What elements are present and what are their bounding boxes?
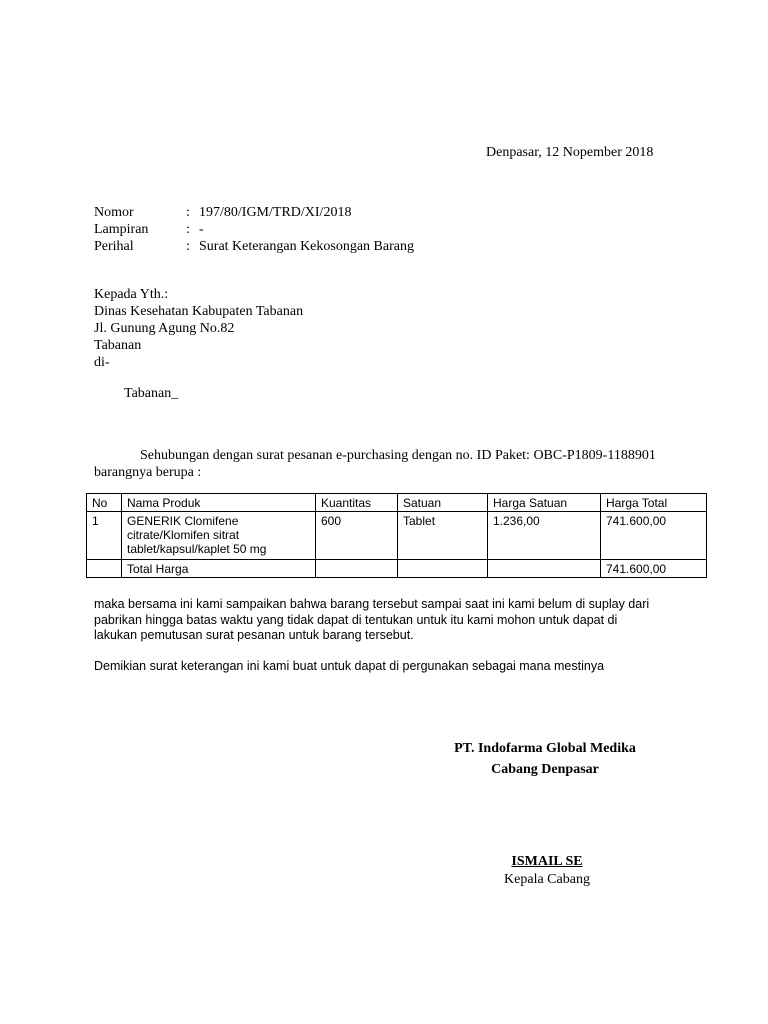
meta-value-nomor: 197/80/IGM/TRD/XI/2018 <box>199 205 352 220</box>
table-cell-unit-price: 1.236,00 <box>488 512 601 560</box>
table-cell-empty <box>316 560 398 578</box>
table-cell-empty <box>488 560 601 578</box>
product-line: citrate/Klomifen sitrat <box>127 528 240 542</box>
meta-value-perihal: Surat Keterangan Kekosongan Barang <box>199 239 414 254</box>
table-cell-qty: 600 <box>316 512 398 560</box>
body-paragraph <box>94 597 694 644</box>
meta-colon: : <box>186 205 190 220</box>
table-header-cell: Nama Produk <box>122 494 316 512</box>
meta-label-nomor: Nomor <box>94 205 134 220</box>
product-line: GENERIK Clomifene <box>127 514 239 528</box>
table-cell-total: 741.600,00 <box>601 512 707 560</box>
table-row <box>87 512 707 560</box>
meta-label-perihal: Perihal <box>94 239 134 254</box>
table-header-cell: Kuantitas <box>316 494 398 512</box>
body-line: maka bersama ini kami sampaikan bahwa barang tersebut sampai saat ini kami belum di suplay dari <box>94 597 650 611</box>
meta-colon: : <box>186 222 190 237</box>
closing-paragraph: Demikian surat keterangan ini kami buat untuk dapat di pergunakan sebagai mana mestinya <box>94 659 605 673</box>
signature-person-block <box>420 853 674 889</box>
intro-paragraph <box>94 447 674 481</box>
signature-branch: Cabang Denpasar <box>491 762 599 777</box>
table-cell-empty <box>87 560 122 578</box>
recipient-line: Jl. Gunung Agung No.82 <box>94 321 235 336</box>
letter-date: Denpasar, 12 Nopember 2018 <box>486 145 654 160</box>
signature-company-block <box>420 738 670 780</box>
meta-label-lampiran: Lampiran <box>94 222 149 237</box>
recipient-line: di- <box>94 355 110 370</box>
body-line: pabrikan hingga batas waktu yang tidak dapat di tentukan untuk itu kami mohon untuk dapat di <box>94 612 618 627</box>
table-header-cell: Harga Total <box>601 494 707 512</box>
signature-position: Kepala Cabang <box>504 872 590 887</box>
table-header-cell: Satuan <box>398 494 488 512</box>
recipient-address <box>94 286 303 371</box>
recipient-line: Tabanan <box>94 338 142 353</box>
meta-value-lampiran: - <box>199 222 204 237</box>
recipient-city: Tabanan_ <box>124 386 179 401</box>
table-cell-empty <box>398 560 488 578</box>
intro-line: barangnya berupa : <box>94 465 202 480</box>
table-total-value: 741.600,00 <box>601 560 707 578</box>
table-cell-product <box>122 512 316 560</box>
table-header-row <box>87 494 707 512</box>
intro-line: Sehubungan dengan surat pesanan e-purchasing dengan no. ID Paket: OBC-P1809-1188901 <box>140 448 656 463</box>
table-header-cell: No <box>87 494 122 512</box>
table-total-label: Total Harga <box>122 560 316 578</box>
table-cell-unit: Tablet <box>398 512 488 560</box>
signature-company: PT. Indofarma Global Medika <box>454 741 636 756</box>
signature-name: ISMAIL SE <box>511 854 583 869</box>
meta-colon: : <box>186 239 190 254</box>
table-cell-no: 1 <box>87 512 122 560</box>
table-total-row <box>87 560 707 578</box>
body-line: lakukan pemutusan surat pesanan untuk barang tersebut. <box>94 628 414 642</box>
product-line: tablet/kapsul/kaplet 50 mg <box>127 542 267 556</box>
items-table <box>86 493 707 578</box>
table-header-cell: Harga Satuan <box>488 494 601 512</box>
recipient-greeting: Kepada Yth.: <box>94 287 169 302</box>
recipient-line: Dinas Kesehatan Kabupaten Tabanan <box>94 304 304 319</box>
